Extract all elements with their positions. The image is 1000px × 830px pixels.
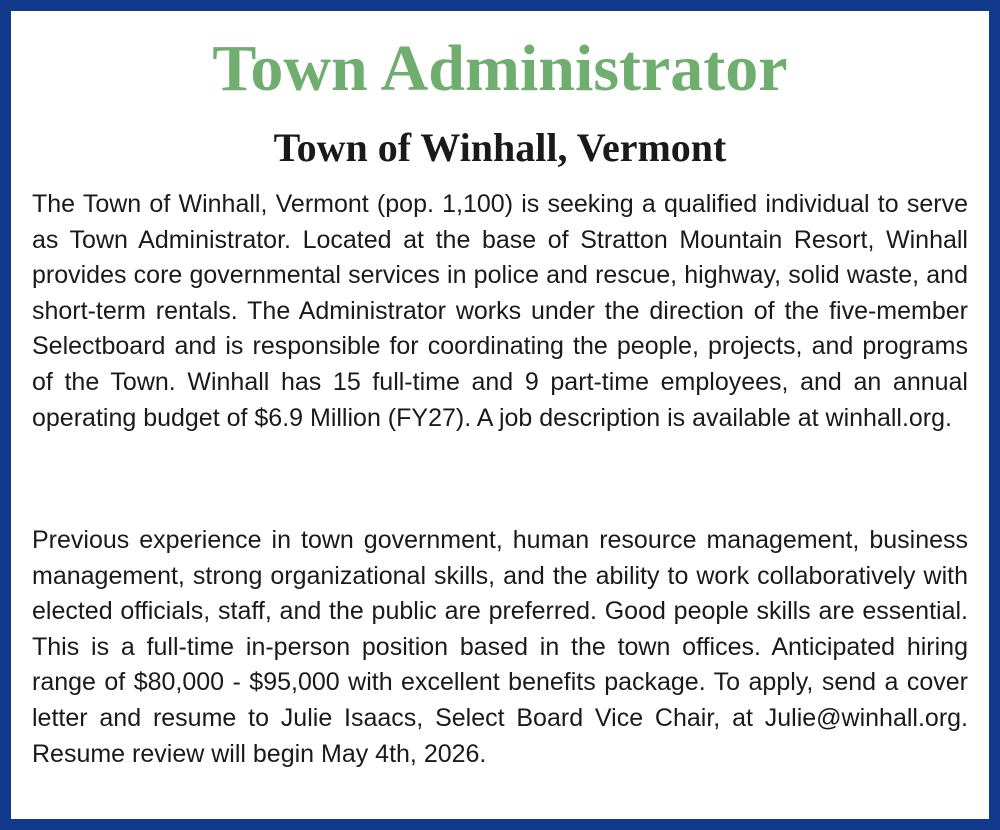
- ad-paragraph-requirements: Previous experience in town government, human resource management, business management, strong organizational skills, and the ability to work collaboratively with elected officials, staff, and the public are preferred. Good people skills are essential. This is a full-time in-person position based in the town offices. Anticipated hiring range of $80,000 - $95,000 with excellent benefits package. To apply, send a cover letter and resume to Julie Isaacs, Select Board Vice Chair, at Julie@winhall.org. Resume review will begin May 4th, 2026.: [32, 526, 968, 768]
- ad-paragraph-description: The Town of Winhall, Vermont (pop. 1,100) is seeking a qualified individual to serve as Town Administrator. Located at the base of Stratton Mountain Resort, Winhall provides core governmental services in police and rescue, highway, solid waste, and short-term rentals. The Administrator works under the direction of the five-member Selectboard and is responsible for coordinating the people, projects, and programs of the Town. Winhall has 15 full-time and 9 part-time employees, and an annual operating budget of $6.9 Million (FY27). A job description is available at winhall.org.: [32, 190, 968, 432]
- ad-title: Town Administrator: [212, 32, 788, 105]
- ad-subtitle: Town of Winhall, Vermont: [273, 125, 727, 170]
